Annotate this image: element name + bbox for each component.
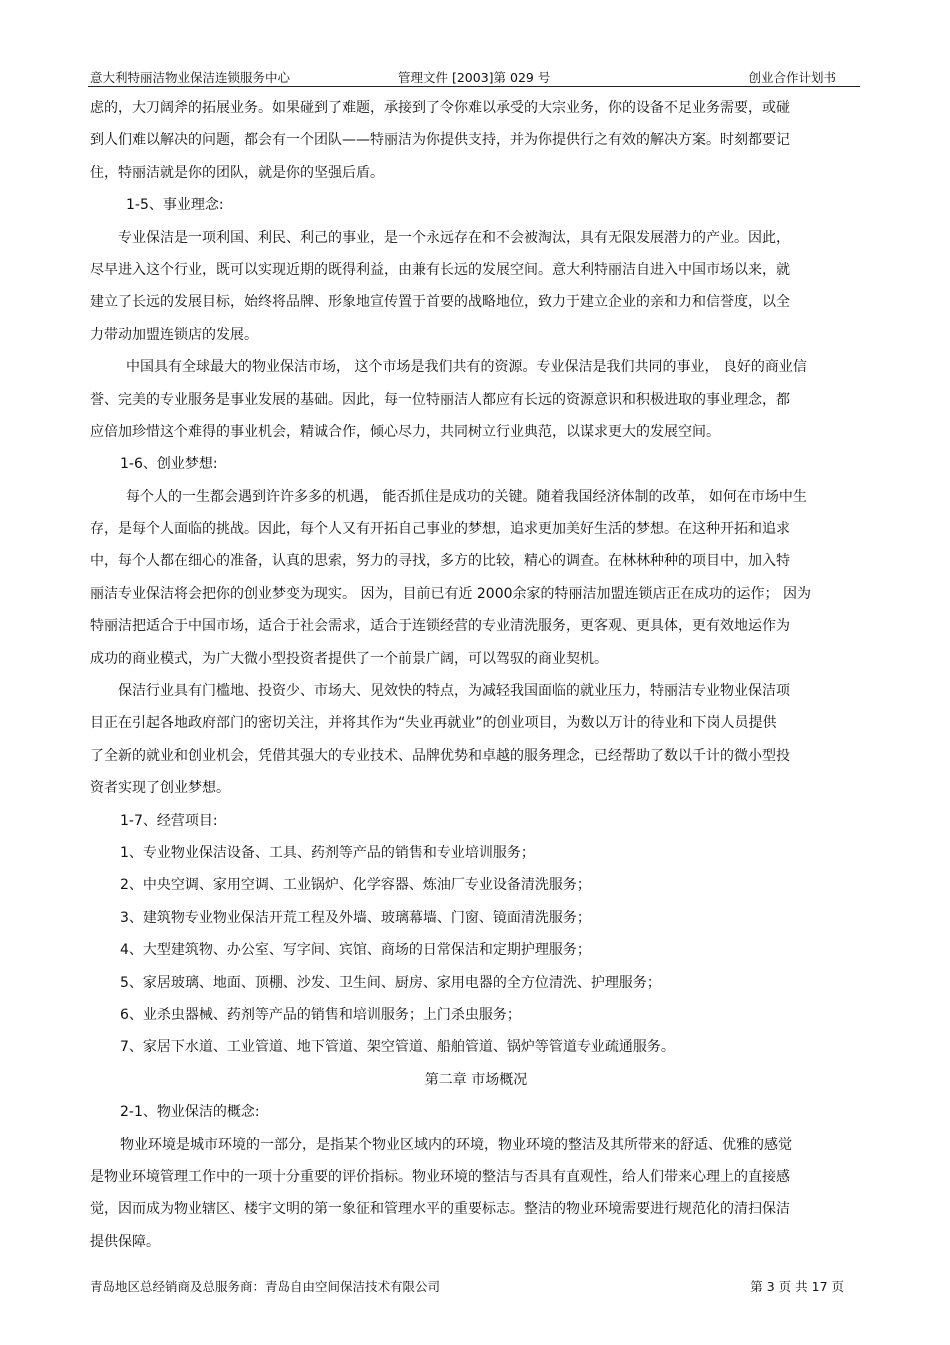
paragraph-line: 誉、完美的专业服务是事业发展的基础。因此，每一位特丽洁人都应有长远的资源意识和积极进取的事业理念，都 [90,391,790,408]
list-item: 2、中央空调、家用空调、工业锅炉、化学容器、炼油厂专业设备清洗服务； [120,877,591,894]
page-header [88,66,860,87]
paragraph-line: 保洁行业具有门槛地、投资少、市场大、见效快的特点，为减轻我国面临的就业压力，特丽洁专业物业保洁项 [118,683,790,700]
list-item: 3、建筑物专业物业保洁开荒工程及外墙、玻璃幕墙、门窗、镜面清洗服务； [120,909,591,926]
paragraph-line: 中国具有全球最大的物业保洁市场， 这个市场是我们共有的资源。专业保洁是我们共同的事业， 良好的商业信 [126,359,807,376]
paragraph-line: 尽早进入这个行业，既可以实现近期的既得利益，由兼有长远的发展空间。意大利特丽洁自进入中国市场以来，就 [90,261,790,278]
header-company: 意大利特丽洁物业保洁连锁服务中心 [90,70,291,85]
document-body [90,92,862,1258]
paragraph-line: 成功的商业模式，为广大微小型投资者提供了一个前景广阔，可以驾驭的商业契机。 [90,650,608,667]
paragraph-line: 存，是每个人面临的挑战。因此，每个人又有开拓自己事业的梦想，追求更加美好生活的梦想。在这种开拓和追求 [90,521,790,538]
paragraph-line: 了全新的就业和创业机会，凭借其强大的专业技术、品牌优势和卓越的服务理念，已经帮助了数以千计的微小型投 [90,747,790,764]
paragraph-line: 到人们难以解决的问题，都会有一个团队——特丽洁为你提供支持，并为你提供行之有效的解决方案。时刻都要记 [90,132,790,149]
paragraph-line: 每个人的一生都会遇到许许多多的机遇， 能否抓住是成功的关键。随着我国经济体制的改革， 如何在市场中生 [126,488,807,505]
paragraph-line: 中，每个人都在细心的准备，认真的思索，努力的寻找，多方的比较，精心的调查。在林林种种的项目中，加入特 [90,553,790,570]
page-number: 第 3 页 共 17 页 [750,1279,844,1294]
list-item: 7、家居下水道、工业管道、地下管道、架空管道、船舶管道、锅炉等管道专业疏通服务。 [120,1039,675,1056]
paragraph-line: 特丽洁把适合于中国市场，适合于社会需求，适合于连锁经营的专业清洗服务，更客观、更具体，更有效地运作为 [90,618,790,635]
list-item: 6、业杀虫器械、药剂等产品的销售和培训服务；上门杀虫服务； [120,1006,521,1023]
paragraph-line: 虑的，大刀阔斧的拓展业务。如果碰到了难题，承接到了令你难以承受的大宗业务，你的设备不足业务需要，或碰 [90,100,790,116]
header-doc-title: 创业合作计划书 [748,70,836,85]
paragraph-line: 物业环境是城市环境的一部分，是指某个物业区域内的环境，物业环境的整洁及其所带来的舒适、优雅的感觉 [120,1136,792,1153]
paragraph-line: 资者实现了创业梦想。 [90,780,230,797]
section-heading-1-7: 1-7、经营项目: [120,812,218,829]
section-heading-1-5: 1-5、事业理念: [126,197,224,214]
paragraph-line: 专业保洁是一项利国、利民、利己的事业，是一个永远存在和不会被淘汰，具有无限发展潜力的产业。因此， [118,229,790,246]
section-heading-2-1: 2-1、物业保洁的概念: [120,1104,260,1121]
paragraph-line: 目正在引起各地政府部门的密切关注，并将其作为“失业再就业”的创业项目，为数以万计的待业和下岗人员提供 [90,715,777,732]
list-item: 5、家居玻璃、地面、顶棚、沙发、卫生间、厨房、家用电器的全方位清洗、护理服务； [120,974,661,991]
paragraph-line: 觉，因而成为物业辖区、楼宇文明的第一象征和管理水平的重要标志。整洁的物业环境需要进行规范化的清扫保洁 [90,1201,790,1218]
paragraph-line: 是物业环境管理工作中的一项十分重要的评价指标。物业环境的整洁与否具有直观性，给人们带来心理上的直接感 [90,1168,790,1185]
paragraph-line: 丽洁专业保洁将会把你的创业梦变为现实。 因为，目前已有近 2000余家的特丽洁加盟连锁店正在成功的运作； 因为 [90,585,811,602]
list-item: 4、大型建筑物、办公室、写字间、宾馆、商场的日常保洁和定期护理服务； [120,942,591,959]
paragraph-line: 应倍加珍惜这个难得的事业机会，精诚合作，倾心尽力，共同树立行业典范，以谋求更大的发展空间。 [90,423,720,440]
paragraph-line: 住，特丽洁就是你的团队，就是你的坚强后盾。 [90,164,384,181]
chapter-heading: 第二章 市场概况 [424,1071,528,1088]
section-heading-1-6: 1-6、创业梦想: [120,456,218,473]
paragraph-line: 建立了长远的发展目标，始终将品牌、形象地宣传置于首要的战略地位，致力于建立企业的亲和力和信誉度，以全 [90,294,790,311]
header-doc-number: 管理文件 [2003]第 029 号 [398,70,551,85]
footer-distributor: 青岛地区总经销商及总服务商：青岛自由空间保洁技术有限公司 [90,1279,441,1294]
paragraph-line: 力带动加盟连锁店的发展。 [90,326,258,343]
list-item: 1、专业物业保洁设备、工具、药剂等产品的销售和专业培训服务； [120,844,535,861]
paragraph-line: 提供保障。 [90,1233,160,1250]
